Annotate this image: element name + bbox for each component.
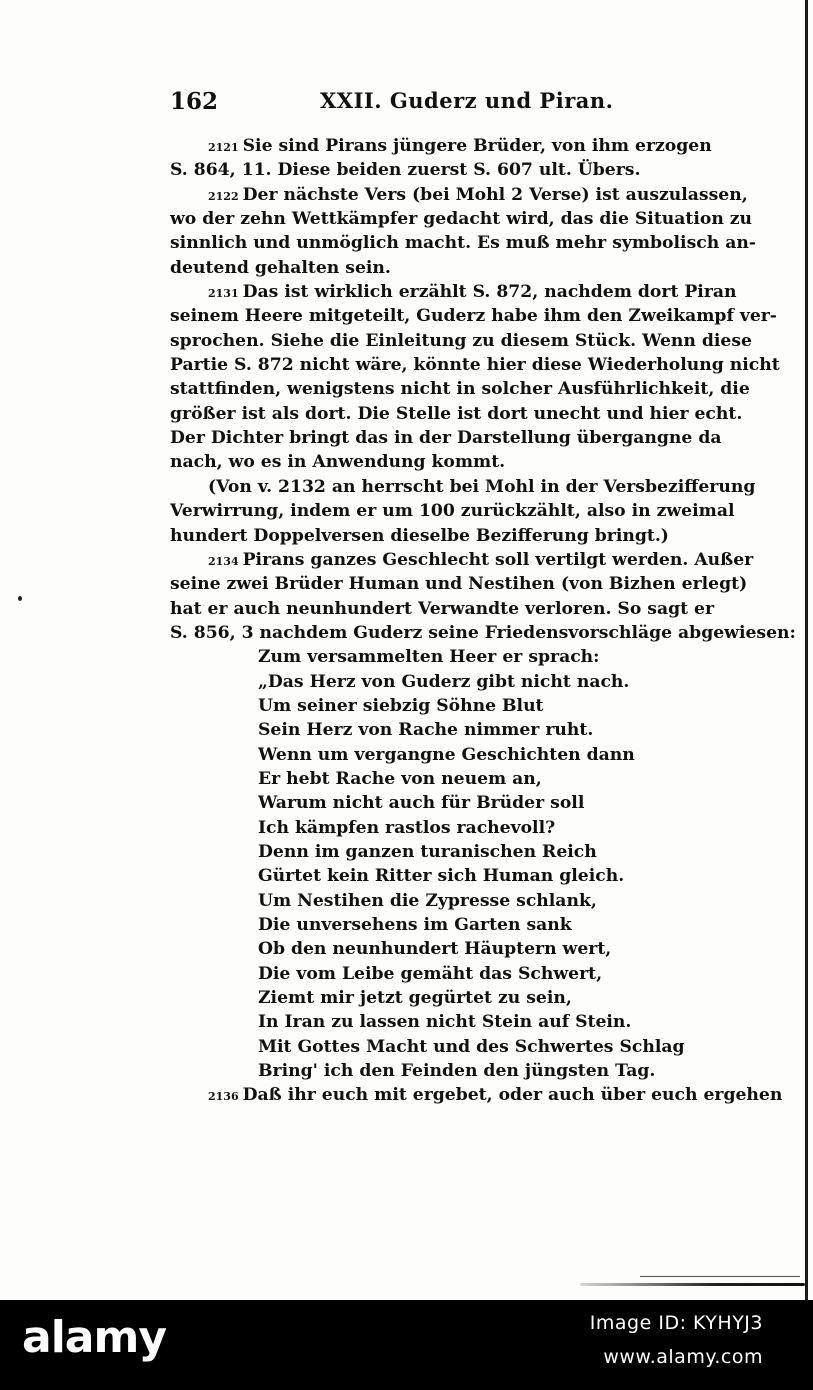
page-edge-line: [805, 0, 808, 1300]
line-text: Mit Gottes Macht und des Schwertes Schlag: [258, 1036, 685, 1057]
brand-logo: alamy: [22, 1312, 166, 1363]
line-text: Daß ihr euch mit ergebet, oder auch über euch ergehen: [242, 1085, 783, 1106]
line-text: Denn im ganzen turanischen Reich: [258, 841, 597, 862]
line-text: sinnlich und unmöglich macht. Es muß mehr symbolisch an-: [170, 233, 756, 254]
line-text: Um seiner siebzig Söhne Blut: [258, 695, 544, 716]
line-text: seinem Heere mitgeteilt, Guderz habe ihm den Zweikampf ver-: [170, 306, 777, 327]
verse-line: [170, 1035, 710, 1059]
line-text: Wenn um vergangne Geschichten dann: [258, 744, 635, 765]
line-text: Das ist wirklich erzählt S. 872, nachdem dort Piran: [242, 282, 737, 303]
line-text: S. 856, 3 nachdem Guderz seine Friedensvorschläge abgewiesen:: [170, 622, 796, 643]
site-url: www.alamy.com: [603, 1346, 763, 1368]
verse-reference-number: 2122: [208, 189, 239, 203]
line-text: Ich kämpfen rastlos rachevoll?: [258, 817, 556, 838]
line-text: „Das Herz von Guderz gibt nicht nach.: [258, 671, 630, 692]
line-text: hat er auch neunhundert Verwandte verloren. So sagt er: [170, 598, 715, 619]
verse-line: [170, 937, 710, 961]
running-title: XXII. Guderz und Piran.: [320, 88, 614, 113]
line-text: Um Nestihen die Zypresse schlank,: [258, 890, 597, 911]
text-line: [170, 475, 756, 499]
verse-line: [170, 694, 710, 718]
ink-speck: [18, 596, 22, 601]
text-line: [170, 158, 710, 182]
text-line: [170, 499, 735, 523]
text-line: [170, 402, 743, 426]
text-line: [170, 377, 750, 401]
line-text: seine zwei Brüder Human und Nestihen (von Bizhen erlegt): [170, 574, 748, 595]
verse-line: [170, 840, 710, 864]
verse-line: [170, 1010, 710, 1034]
text-line: [170, 304, 777, 328]
line-text: nach, wo es in Anwendung kommt.: [170, 452, 506, 473]
verse-line: [170, 913, 710, 937]
line-text: sprochen. Siehe die Einleitung zu diesem Stück. Wenn diese: [170, 330, 752, 351]
line-text: (Von v. 2132 an herrscht bei Mohl in der Versbezifferung: [208, 476, 756, 497]
verse-line: [170, 767, 710, 791]
verse-line: [170, 864, 710, 888]
line-text: Der nächste Vers (bei Mohl 2 Verse) ist auszulassen,: [242, 184, 748, 205]
scan-mark: [640, 1276, 800, 1277]
text-line: [170, 231, 756, 255]
line-text: Die unversehens im Garten sank: [258, 915, 572, 935]
line-text: Ziemt mir jetzt gegürtet zu sein,: [258, 988, 572, 1009]
verse-reference-number: 2121: [208, 141, 239, 154]
line-text: Gürtet kein Ritter sich Human gleich.: [258, 866, 625, 887]
text-line: [170, 450, 710, 474]
text-line: [170, 548, 754, 572]
line-text: Zum versammelten Heer er sprach:: [258, 647, 600, 668]
text-line: [170, 524, 710, 548]
line-text: Er hebt Rache von neuem an,: [258, 768, 542, 789]
text-line: [170, 256, 710, 280]
line-text: Verwirrung, indem er um 100 zurückzählt, also in zweimal: [170, 501, 735, 522]
line-text: In Iran zu lassen nicht Stein auf Stein.: [258, 1012, 632, 1033]
verse-line: [170, 718, 710, 742]
verse-reference-number: 2134: [208, 554, 239, 568]
text-line: [170, 207, 753, 231]
verse-reference-number: 2136: [208, 1090, 239, 1104]
text-line: [170, 353, 780, 377]
verse-line: [170, 743, 710, 767]
text-line: [170, 329, 752, 353]
page-number: 162: [170, 88, 219, 115]
line-text: größer ist als dort. Die Stelle ist dort unecht und hier echt.: [170, 403, 743, 424]
verse-line: [170, 1059, 710, 1083]
page-header: [170, 88, 710, 118]
verse-line: [170, 986, 710, 1010]
line-text: deutend gehalten sein.: [170, 257, 391, 278]
verse-reference-number: 2131: [208, 287, 239, 301]
verse-line: [170, 816, 710, 840]
line-text: Partie S. 872 nicht wäre, könnte hier diese Wiederholung nicht: [170, 355, 780, 376]
commentary-text: [170, 134, 796, 1108]
line-text: Bring' ich den Feinden den jüngsten Tag.: [258, 1061, 656, 1082]
text-line: [170, 1083, 783, 1107]
line-text: S. 864, 11. Diese beiden zuerst S. 607 ult. Übers.: [170, 160, 641, 181]
line-text: hundert Doppelversen dieselbe Bezifferung bringt.): [170, 525, 669, 546]
line-text: Warum nicht auch für Brüder soll: [258, 793, 585, 814]
text-line: [170, 597, 715, 621]
line-text: Sein Herz von Rache nimmer ruht.: [258, 720, 594, 741]
text-line: [170, 426, 722, 450]
line-text: Die vom Leibe gemäht das Schwert,: [258, 963, 603, 984]
text-line: [170, 280, 737, 304]
text-line: [170, 572, 748, 596]
line-text: Der Dichter bringt das in der Darstellung übergangne da: [170, 428, 722, 449]
verse-line: [170, 645, 710, 669]
verse-line: [170, 791, 710, 815]
line-text: Sie sind Pirans jüngere Brüder, von ihm erzogen: [242, 136, 712, 156]
line-text: wo der zehn Wettkämpfer gedacht wird, das die Situation zu: [170, 209, 753, 230]
watermark-bar: [0, 1300, 813, 1390]
text-line: [170, 621, 796, 645]
scan-mark: [580, 1283, 805, 1286]
line-text: stattfinden, wenigstens nicht in solcher Ausführlichkeit, die: [170, 379, 750, 400]
verse-line: [170, 962, 710, 986]
verse-line: [170, 670, 710, 694]
verse-line: [170, 889, 710, 913]
image-id: Image ID: KYHYJ3: [589, 1312, 763, 1334]
line-text: Pirans ganzes Geschlecht soll vertilgt werden. Außer: [242, 549, 754, 570]
line-text: Ob den neunhundert Häuptern wert,: [258, 939, 612, 960]
text-line: [170, 183, 748, 207]
text-line: [170, 134, 710, 158]
